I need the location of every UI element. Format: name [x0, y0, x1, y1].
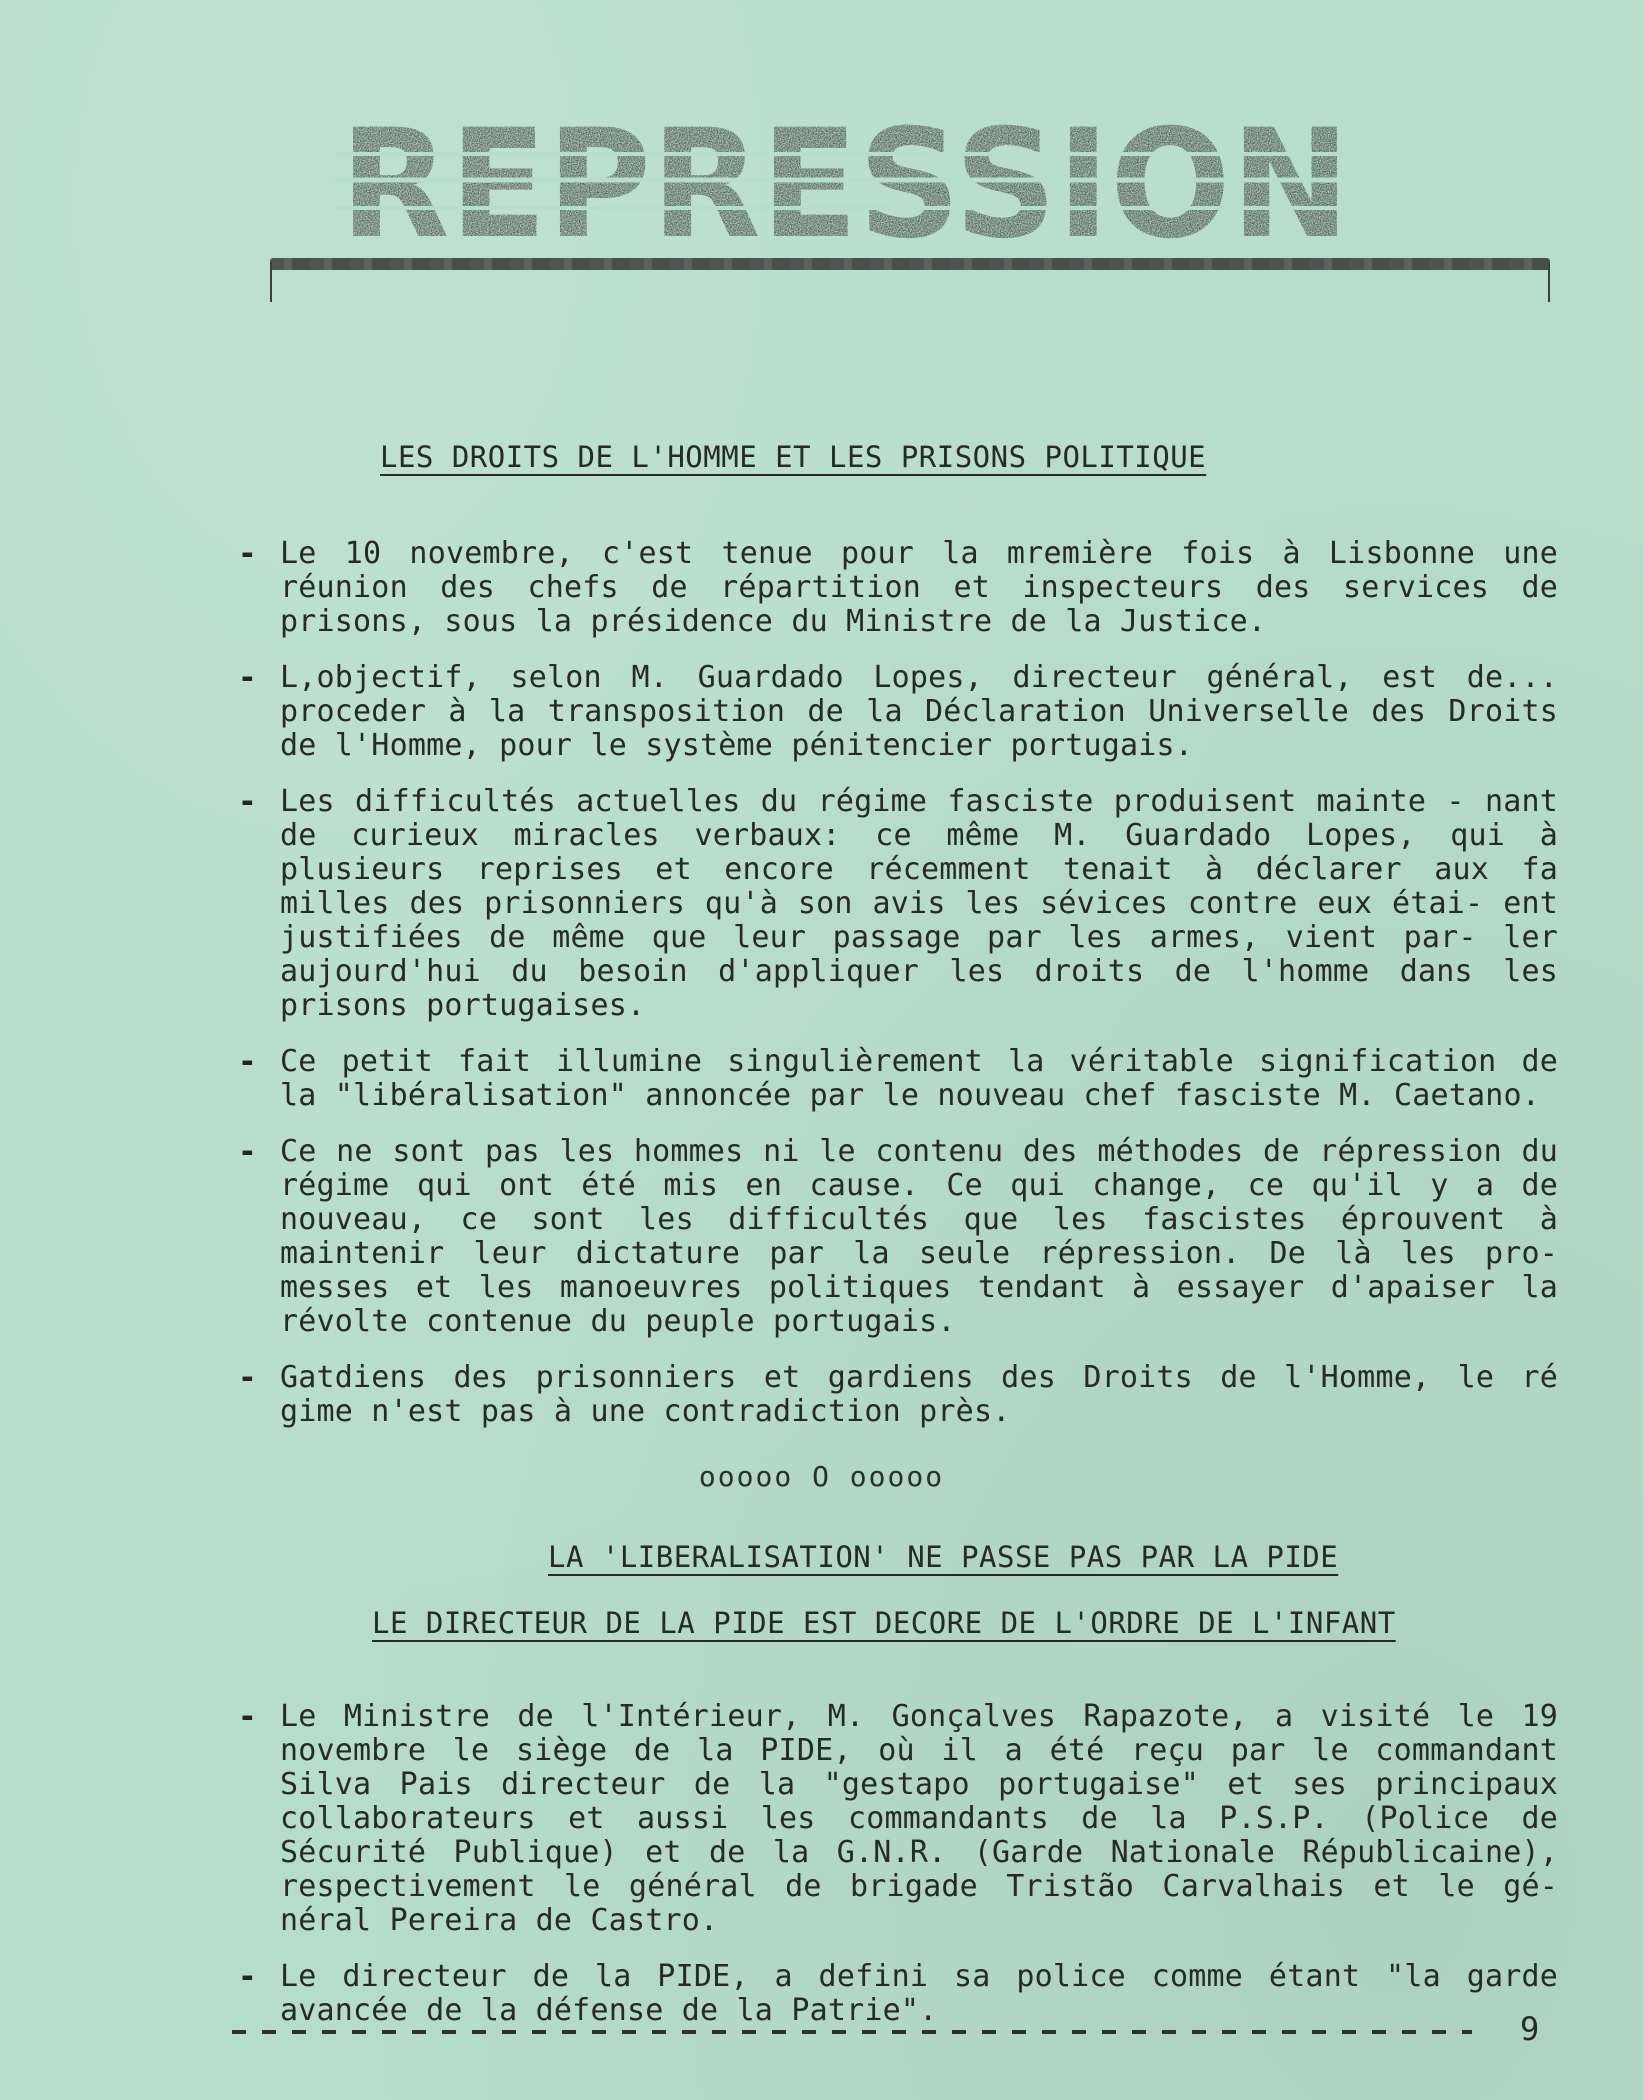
- list-item: [238, 1361, 1558, 1429]
- masthead-logo: [335, 118, 1355, 248]
- list-item: [238, 1960, 1558, 2028]
- list-item: [238, 1700, 1558, 1938]
- dash-bullet: -: [238, 1044, 257, 1080]
- section2-subheading: LE DIRECTEUR DE LA PIDE EST DECORE DE L'ORDRE DE L'INFANT: [372, 1606, 1396, 1640]
- section2-heading: LA 'LIBERALISATION' NE PASSE PAS PAR LA PIDE: [548, 1540, 1339, 1574]
- masthead: [335, 118, 1355, 248]
- list-item: [238, 537, 1558, 639]
- section-separator: ooooo O ooooo: [698, 1460, 945, 1493]
- list-item: [238, 661, 1558, 763]
- masthead-rule: [270, 258, 1550, 270]
- list-item-text: Ce petit fait illumine singulièrement la véritable signification de la "libéralisation" annoncée par le nouveau chef fasciste M. Caetano.: [280, 1044, 1558, 1113]
- dash-bullet: -: [238, 1134, 257, 1170]
- list-item-text: Les difficultés actuelles du régime fasciste produisent mainte - nant de curieux miracles verbaux: ce même M. Guardado Lopes, qui à plusieurs reprises et encore récemment tenait à déclarer aux fa milles des prisonniers qu'à son avis les sévices contre eux étai- ent justifiées de même que leur passage par les armes, vient par- ler aujourd'hui du besoin d'appliquer les droits de l'homme dans les prisons portugaises.: [280, 784, 1558, 1023]
- section2-list: [238, 1700, 1558, 2050]
- masthead-rule-hook-left: [270, 262, 272, 302]
- list-item-text: Le Ministre de l'Intérieur, M. Gonçalves Rapazote, a visité le 19 novembre le siège de la PIDE, où il a été reçu par le commandant Silva Pais directeur de la "gestapo portugaise" et ses principaux collaborateurs et aussi les commandants de la P.S.P. (Police de Sécurité Publique) et de la G.N.R. (Garde Nationale Républicaine), respectivement le général de brigade Tristão Carvalhais et le gé- néral Pereira de Castro.: [280, 1699, 1558, 1938]
- section1-list: [238, 537, 1558, 1451]
- masthead-title: REPRESSION: [340, 118, 1350, 248]
- masthead-rule-hook-right: [1548, 262, 1550, 302]
- list-item: [238, 1135, 1558, 1339]
- list-item: [238, 1045, 1558, 1113]
- list-item-text: Le 10 novembre, c'est tenue pour la mremière fois à Lisbonne une réunion des chefs de répartition et inspecteurs des services de prisons, sous la présidence du Ministre de la Justice.: [280, 536, 1558, 639]
- dash-bullet: -: [238, 784, 257, 820]
- dash-bullet: -: [238, 536, 257, 572]
- section1-heading: LES DROITS DE L'HOMME ET LES PRISONS POLITIQUE: [380, 440, 1207, 474]
- list-item: [238, 785, 1558, 1023]
- dash-bullet: -: [238, 1959, 257, 1995]
- footer-dashed-rule: [232, 2030, 1472, 2034]
- page-number: 9: [1520, 2010, 1540, 2048]
- list-item-text: Le directeur de la PIDE, a defini sa police comme étant "la garde avancée de la défense de la Patrie".: [280, 1959, 1558, 2028]
- list-item-text: L,objectif, selon M. Guardado Lopes, directeur général, est de... proceder à la transposition de la Déclaration Universelle des Droits de l'Homme, pour le système pénitencier portugais.: [280, 660, 1558, 763]
- dash-bullet: -: [238, 1360, 257, 1396]
- dash-bullet: -: [238, 660, 257, 696]
- list-item-text: Ce ne sont pas les hommes ni le contenu des méthodes de répression du régime qui ont été mis en cause. Ce qui change, ce qu'il y a de nouveau, ce sont les difficultés que les fascistes éprouvent à maintenir leur dictature par la seule répression. De là les pro- messes et les manoeuvres politiques tendant à essayer d'apaiser la révolte contenue du peuple portugais.: [280, 1134, 1558, 1339]
- dash-bullet: -: [238, 1699, 257, 1735]
- list-item-text: Gatdiens des prisonniers et gardiens des Droits de l'Homme, le ré gime n'est pas à une contradiction près.: [280, 1360, 1558, 1429]
